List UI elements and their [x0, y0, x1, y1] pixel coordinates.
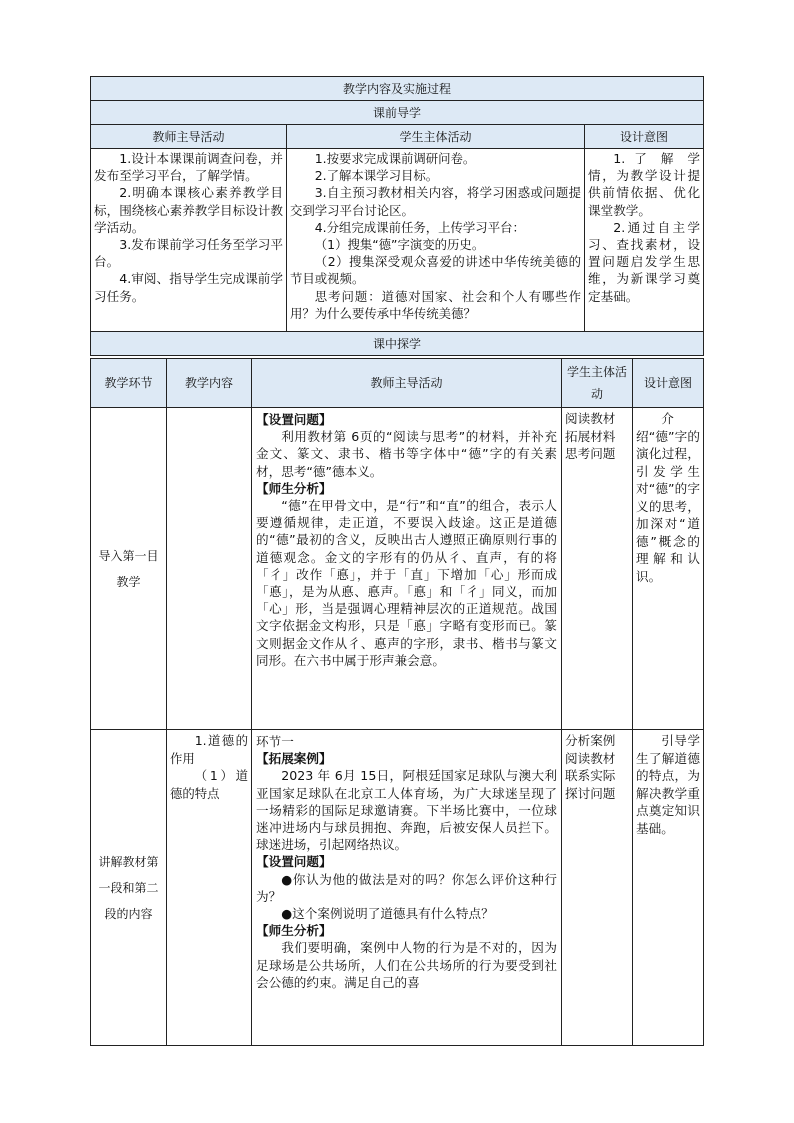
- header-student-activity: 学生主体活动: [287, 125, 585, 149]
- pre-class-table: [90, 76, 704, 356]
- student-item: 联系实际: [565, 768, 616, 783]
- pre-teacher-item: 2.明确本课核心素养教学目标，围绕核心素养教学目标设计教学活动。: [94, 185, 283, 235]
- header-design-intent: 设计意图: [585, 125, 704, 149]
- student-item: 分析案例: [565, 733, 616, 748]
- content-item: 1.道德的作用: [170, 733, 248, 766]
- paragraph: 2023 年 6月 15日，阿根廷国家足球队与澳大利亚国家足球队在北京工人体育场，为广大球迷呈现了一场精彩的国际足球邀请赛。下半场比赛中，一位球迷冲进场内与球员拥抱、奔跑，后被安保人员拦下。球迷进场，引起网络热议。: [256, 768, 557, 853]
- pre-student-item: 4.分组完成课前任务，上传学习平台：: [314, 219, 525, 235]
- label-analysis: 【师生分析】: [256, 923, 332, 939]
- stage-lecture: 讲解教材第一段和第二段的内容: [91, 730, 167, 1046]
- stage-intro: 导入第一目教学: [91, 408, 167, 730]
- pre-student-item: 思考问题：道德对国家、社会和个人有哪些作用？为什么要传承中华传统美德？: [290, 288, 581, 321]
- content-intro: [167, 408, 252, 730]
- pre-teacher-item: 3.发布课前学习任务至学习平台。: [94, 237, 283, 270]
- pre-student-item: （1）搜集“德”字演变的历史。: [314, 237, 485, 253]
- header-stage: 教学环节: [91, 359, 167, 408]
- student-intro-cell: [562, 408, 633, 730]
- section-label: 环节一: [256, 734, 294, 749]
- header-teacher-activity: 教师主导活动: [91, 125, 287, 149]
- label-analysis: 【师生分析】: [256, 480, 332, 496]
- paragraph: 利用教材第 6页的“阅读与思考”的材料，并补充金文、篆文、隶书、楷书等字体中“德”字的有关素材，思考“德”德本义。: [256, 429, 557, 479]
- pre-student-cell: [287, 149, 585, 332]
- pre-intent-item: 2.通过自主学习、查找素材，设置问题启发学生思维，为新课学习奠定基础。: [588, 219, 701, 304]
- question-item: ●你认为他的做法是对的吗？你怎么评价这种行为？: [256, 871, 557, 904]
- pre-class-title: 课前导学: [91, 101, 704, 125]
- label-set-question: 【设置问题】: [256, 854, 332, 870]
- student-item: 阅读教材: [565, 750, 616, 766]
- pre-student-item: （2）搜集深受观众喜爱的讲述中华传统美德的节目或视频。: [290, 254, 581, 287]
- intent-text: 介绍“德”字的演化过程，引发学生对“德”的字义的思考，加深对“道德”概念的理解和认识。: [636, 411, 700, 584]
- in-class-title: 课中探学: [91, 332, 704, 356]
- intent-lecture-cell: [633, 730, 704, 1046]
- intent-intro-cell: [633, 408, 704, 730]
- pre-intent-item: 1. 了 解 学情，为教学设计提供前情依据、优化课堂教学。: [588, 151, 701, 218]
- paragraph: 我们要明确，案例中人物的行为是不对的，因为足球场是公共场所，人们在公共场所的行为要受到社会公德的约束。满足自己的喜: [256, 940, 557, 990]
- paragraph: “德”在甲骨文中，是“行”和“直”的组合，表示人要遵循规律，走正道，不要误入歧途。这正是道德的“德”最初的含义，反映出古人遵照正确原则行事的道德观念。金文的字形有的仍从彳、直声，有的将「彳」改作「悳」，并于「直」下增加「心」形而成「悳」，是为从悳、悳声。「悳」和「彳」同义，而加「心」形，当是强调心理精神层次的正道规范。战国文字依据金文构形，只是「悳」字略有变形而已。篆文则据金文作从彳、悳声的字形，隶书、楷书与篆文同形。在六书中属于形声兼会意。: [256, 498, 557, 668]
- student-item: 探讨问题: [565, 785, 616, 801]
- pre-student-item: 2.了解本课学习目标。: [314, 168, 439, 184]
- student-item: 思考问题: [565, 446, 616, 461]
- pre-student-item: 3.自主预习教材相关内容，将学习困惑或问题提交到学习平台讨论区。: [290, 185, 581, 218]
- question-item: ●这个案例说明了道德具有什么特点？: [281, 906, 494, 922]
- in-class-table: [90, 358, 704, 1046]
- label-case: 【拓展案例】: [256, 751, 332, 767]
- pre-teacher-item: 1.设计本课课前调查问卷，并发布至学习平台，了解学情。: [94, 151, 283, 184]
- pre-teacher-cell: [91, 149, 287, 332]
- header-content: 教学内容: [167, 359, 252, 408]
- pre-teacher-item: 4.审阅、指导学生完成课前学习任务。: [94, 271, 283, 304]
- student-item: 拓展材料: [565, 428, 616, 444]
- student-lecture-cell: [562, 730, 633, 1046]
- teacher-lecture-cell: [252, 730, 562, 1046]
- intent-text: 引导学生了解道德的特点，为解决教学重点奠定知识基础。: [636, 733, 700, 836]
- main-title: 教学内容及实施过程: [91, 77, 704, 101]
- pre-student-item: 1.按要求完成课前调研问卷。: [314, 151, 476, 166]
- header-design-intent: 设计意图: [633, 359, 704, 408]
- pre-intent-cell: [585, 149, 704, 332]
- header-teacher-activity: 教师主导活动: [252, 359, 562, 408]
- student-item: 阅读教材: [565, 411, 616, 426]
- label-set-question: 【设置问题】: [256, 412, 332, 427]
- header-student-activity: 学生主体活动: [562, 359, 633, 408]
- teacher-intro-cell: [252, 408, 562, 730]
- content-item: （1）道德的特点: [170, 768, 248, 801]
- content-lecture: [167, 730, 252, 1046]
